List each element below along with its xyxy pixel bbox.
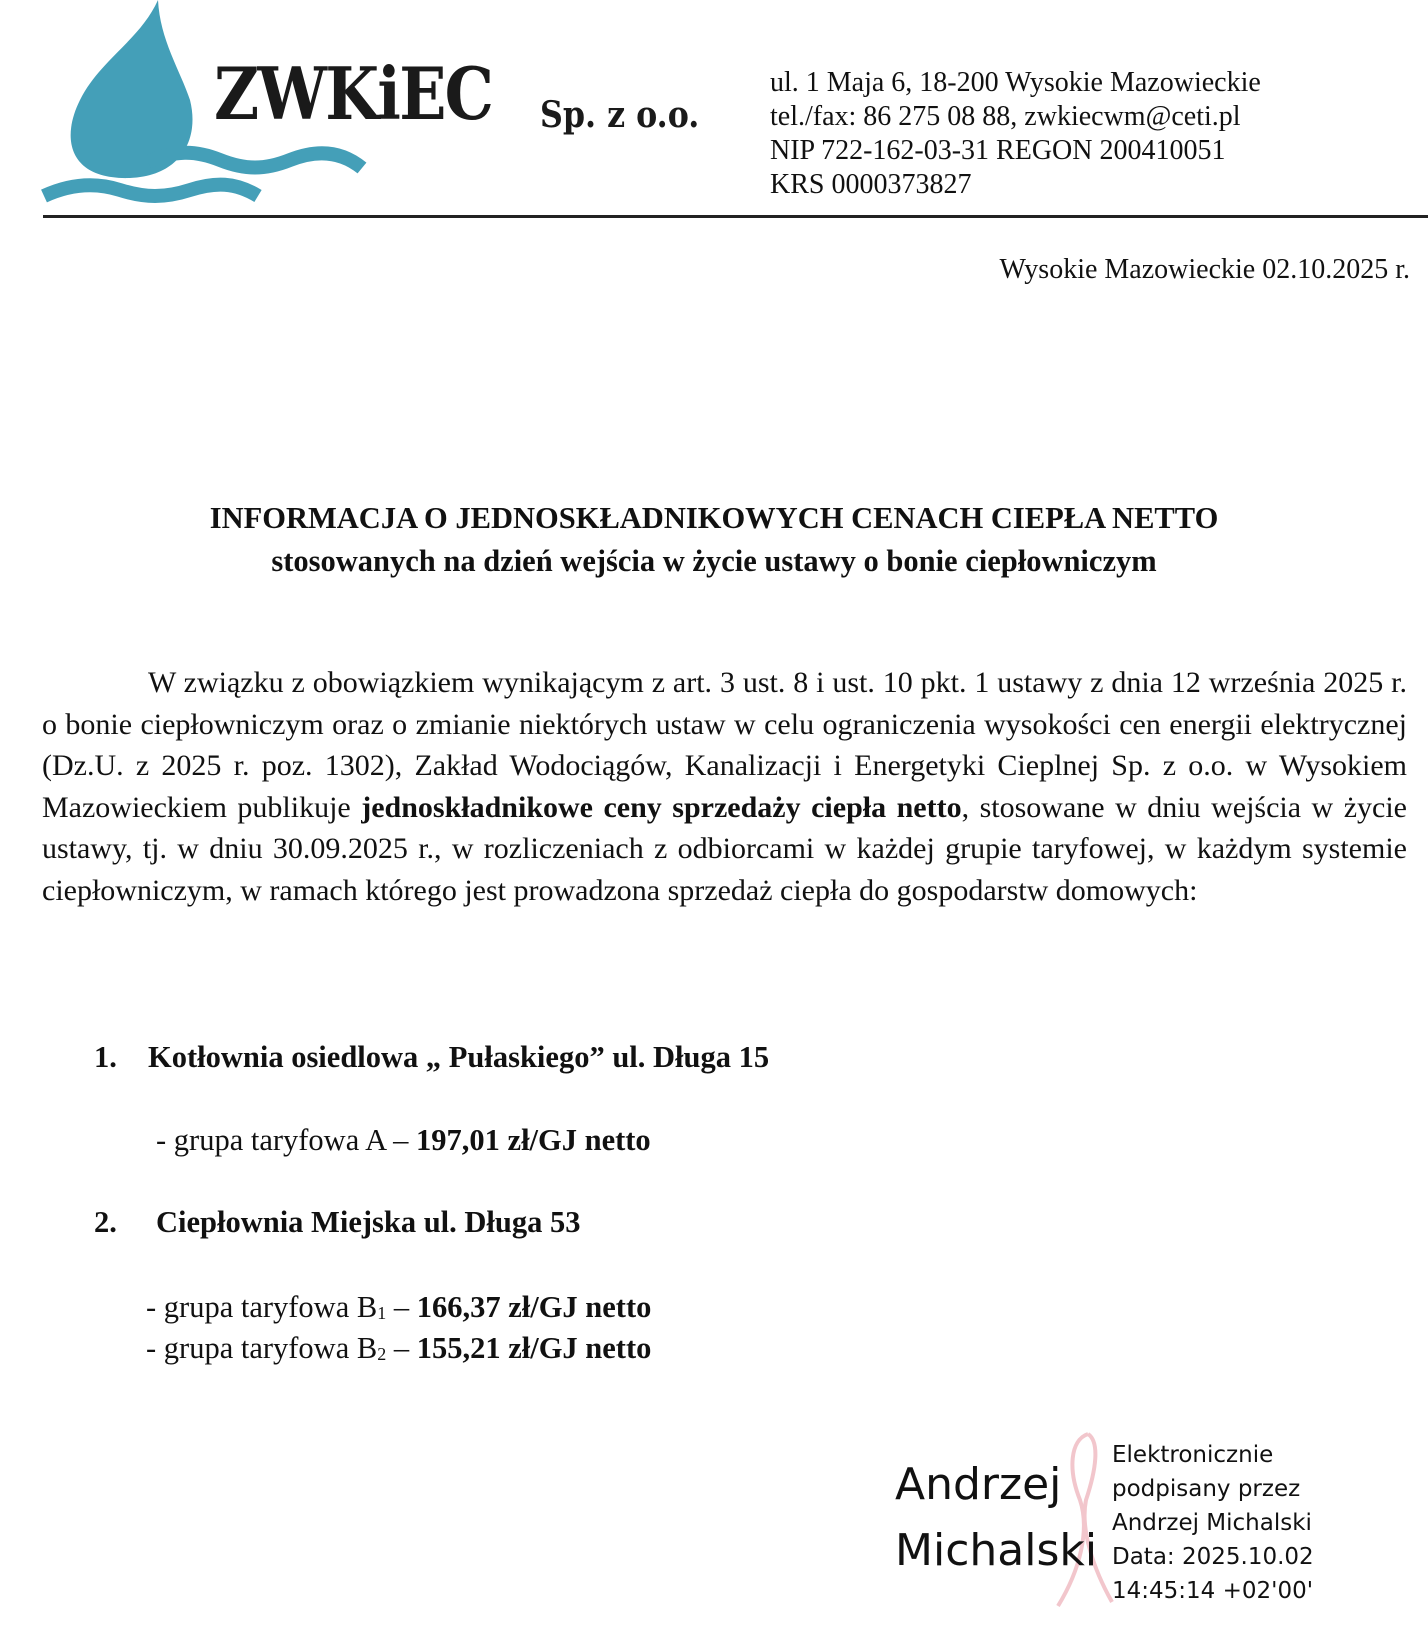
- company-name: ZWKiEC: [214, 51, 493, 136]
- tariff-price: 155,21 zł/GJ netto: [416, 1331, 652, 1365]
- list-item-heading: [94, 1040, 769, 1075]
- header-divider: [43, 215, 1428, 218]
- tariff-price: 197,01 zł/GJ netto: [416, 1123, 651, 1157]
- signature-time: 14:45:14 +02'00': [1112, 1578, 1314, 1604]
- tariff-dash: –: [385, 1123, 417, 1157]
- list-item-heading: [94, 1205, 581, 1240]
- signature-info: [1112, 1438, 1314, 1608]
- signature-ribbon-icon: [1050, 1430, 1120, 1610]
- signer-last-name: Michalski: [895, 1525, 1098, 1576]
- wave-upper: [148, 153, 362, 168]
- document-subtitle: stosowanych na dzień wejścia w życie ustawy o bonie ciepłowniczym: [271, 544, 1157, 578]
- body-text-part2: , stosowane w dniu wejścia w życie ustawy, tj. w dniu 30.09.2025 r., w rozliczeniach z odbiorcami w każdej grupie taryfowej, w każdym systemie ciepłowniczym, w ramach którego jest prowadzona sprzedaż ciepła do gospodarstw domowych:: [42, 790, 1407, 907]
- contact-address: ul. 1 Maja 6, 18-200 Wysokie Mazowieckie: [770, 67, 1261, 98]
- tariff-line: [156, 1123, 651, 1158]
- document-date: Wysokie Mazowieckie 02.10.2025 r.: [999, 254, 1410, 285]
- document-title: INFORMACJA O JEDNOSKŁADNIKOWYCH CENACH CIEPŁA NETTO: [209, 501, 1219, 535]
- company-suffix: Sp. z o.o.: [540, 94, 700, 136]
- ribbon-right-stroke: [1085, 1434, 1112, 1602]
- signature-info-line: Elektronicznie: [1112, 1442, 1274, 1468]
- body-text-bold: jednoskładnikowe ceny sprzedaży ciepła netto: [361, 790, 962, 824]
- body-paragraph: [42, 662, 1407, 912]
- tariff-line: [146, 1331, 651, 1366]
- list-item-number: 1.: [94, 1040, 117, 1074]
- wave-lower: [44, 185, 258, 196]
- tariff-label: - grupa taryfowa B: [146, 1290, 378, 1324]
- tariff-dash: –: [386, 1331, 417, 1365]
- tariff-line: [146, 1290, 651, 1325]
- signer-first-name: Andrzej: [895, 1459, 1062, 1510]
- body-text-part1: W związku z obowiązkiem wynikającym z art. 3 ust. 8 i ust. 10 pkt. 1 ustawy z dnia 12 września 2025 r. o bonie ciepłowniczym oraz o zmianie niektórych ustaw w celu ograniczenia wysokości cen energii elektrycznej (Dz.U. z 2025 r. poz. 1302), Zakład Wodociągów, Kanalizacji i Energetyki Cieplnej Sp. z o.o. w Wysokiem Mazowieckiem publikuje: [42, 666, 1407, 824]
- contact-block: [770, 66, 1261, 202]
- tariff-dash: –: [386, 1290, 417, 1324]
- tariff-subscript: 1: [377, 1303, 387, 1323]
- signature-info-line: podpisany przez: [1112, 1476, 1301, 1502]
- tariff-label: - grupa taryfowa B: [146, 1331, 378, 1365]
- contact-nip-regon: NIP 722-162-03-31 REGON 200410051: [770, 135, 1226, 166]
- signature-info-line: Andrzej Michalski: [1112, 1510, 1312, 1536]
- contact-phone-email: tel./fax: 86 275 08 88, zwkiecwm@ceti.pl: [770, 101, 1241, 132]
- tariff-price: 166,37 zł/GJ netto: [416, 1290, 652, 1324]
- tariff-label: - grupa taryfowa A: [156, 1123, 386, 1157]
- list-item-title: Kotłownia osiedlowa „ Pułaskiego” ul. Długa 15: [148, 1040, 770, 1074]
- signature-date: Data: 2025.10.02: [1112, 1544, 1314, 1570]
- list-item-number: 2.: [94, 1205, 117, 1239]
- tariff-subscript: 2: [377, 1344, 387, 1364]
- contact-krs: KRS 0000373827: [770, 169, 972, 200]
- list-item-title: Ciepłownia Miejska ul. Długa 53: [156, 1205, 581, 1239]
